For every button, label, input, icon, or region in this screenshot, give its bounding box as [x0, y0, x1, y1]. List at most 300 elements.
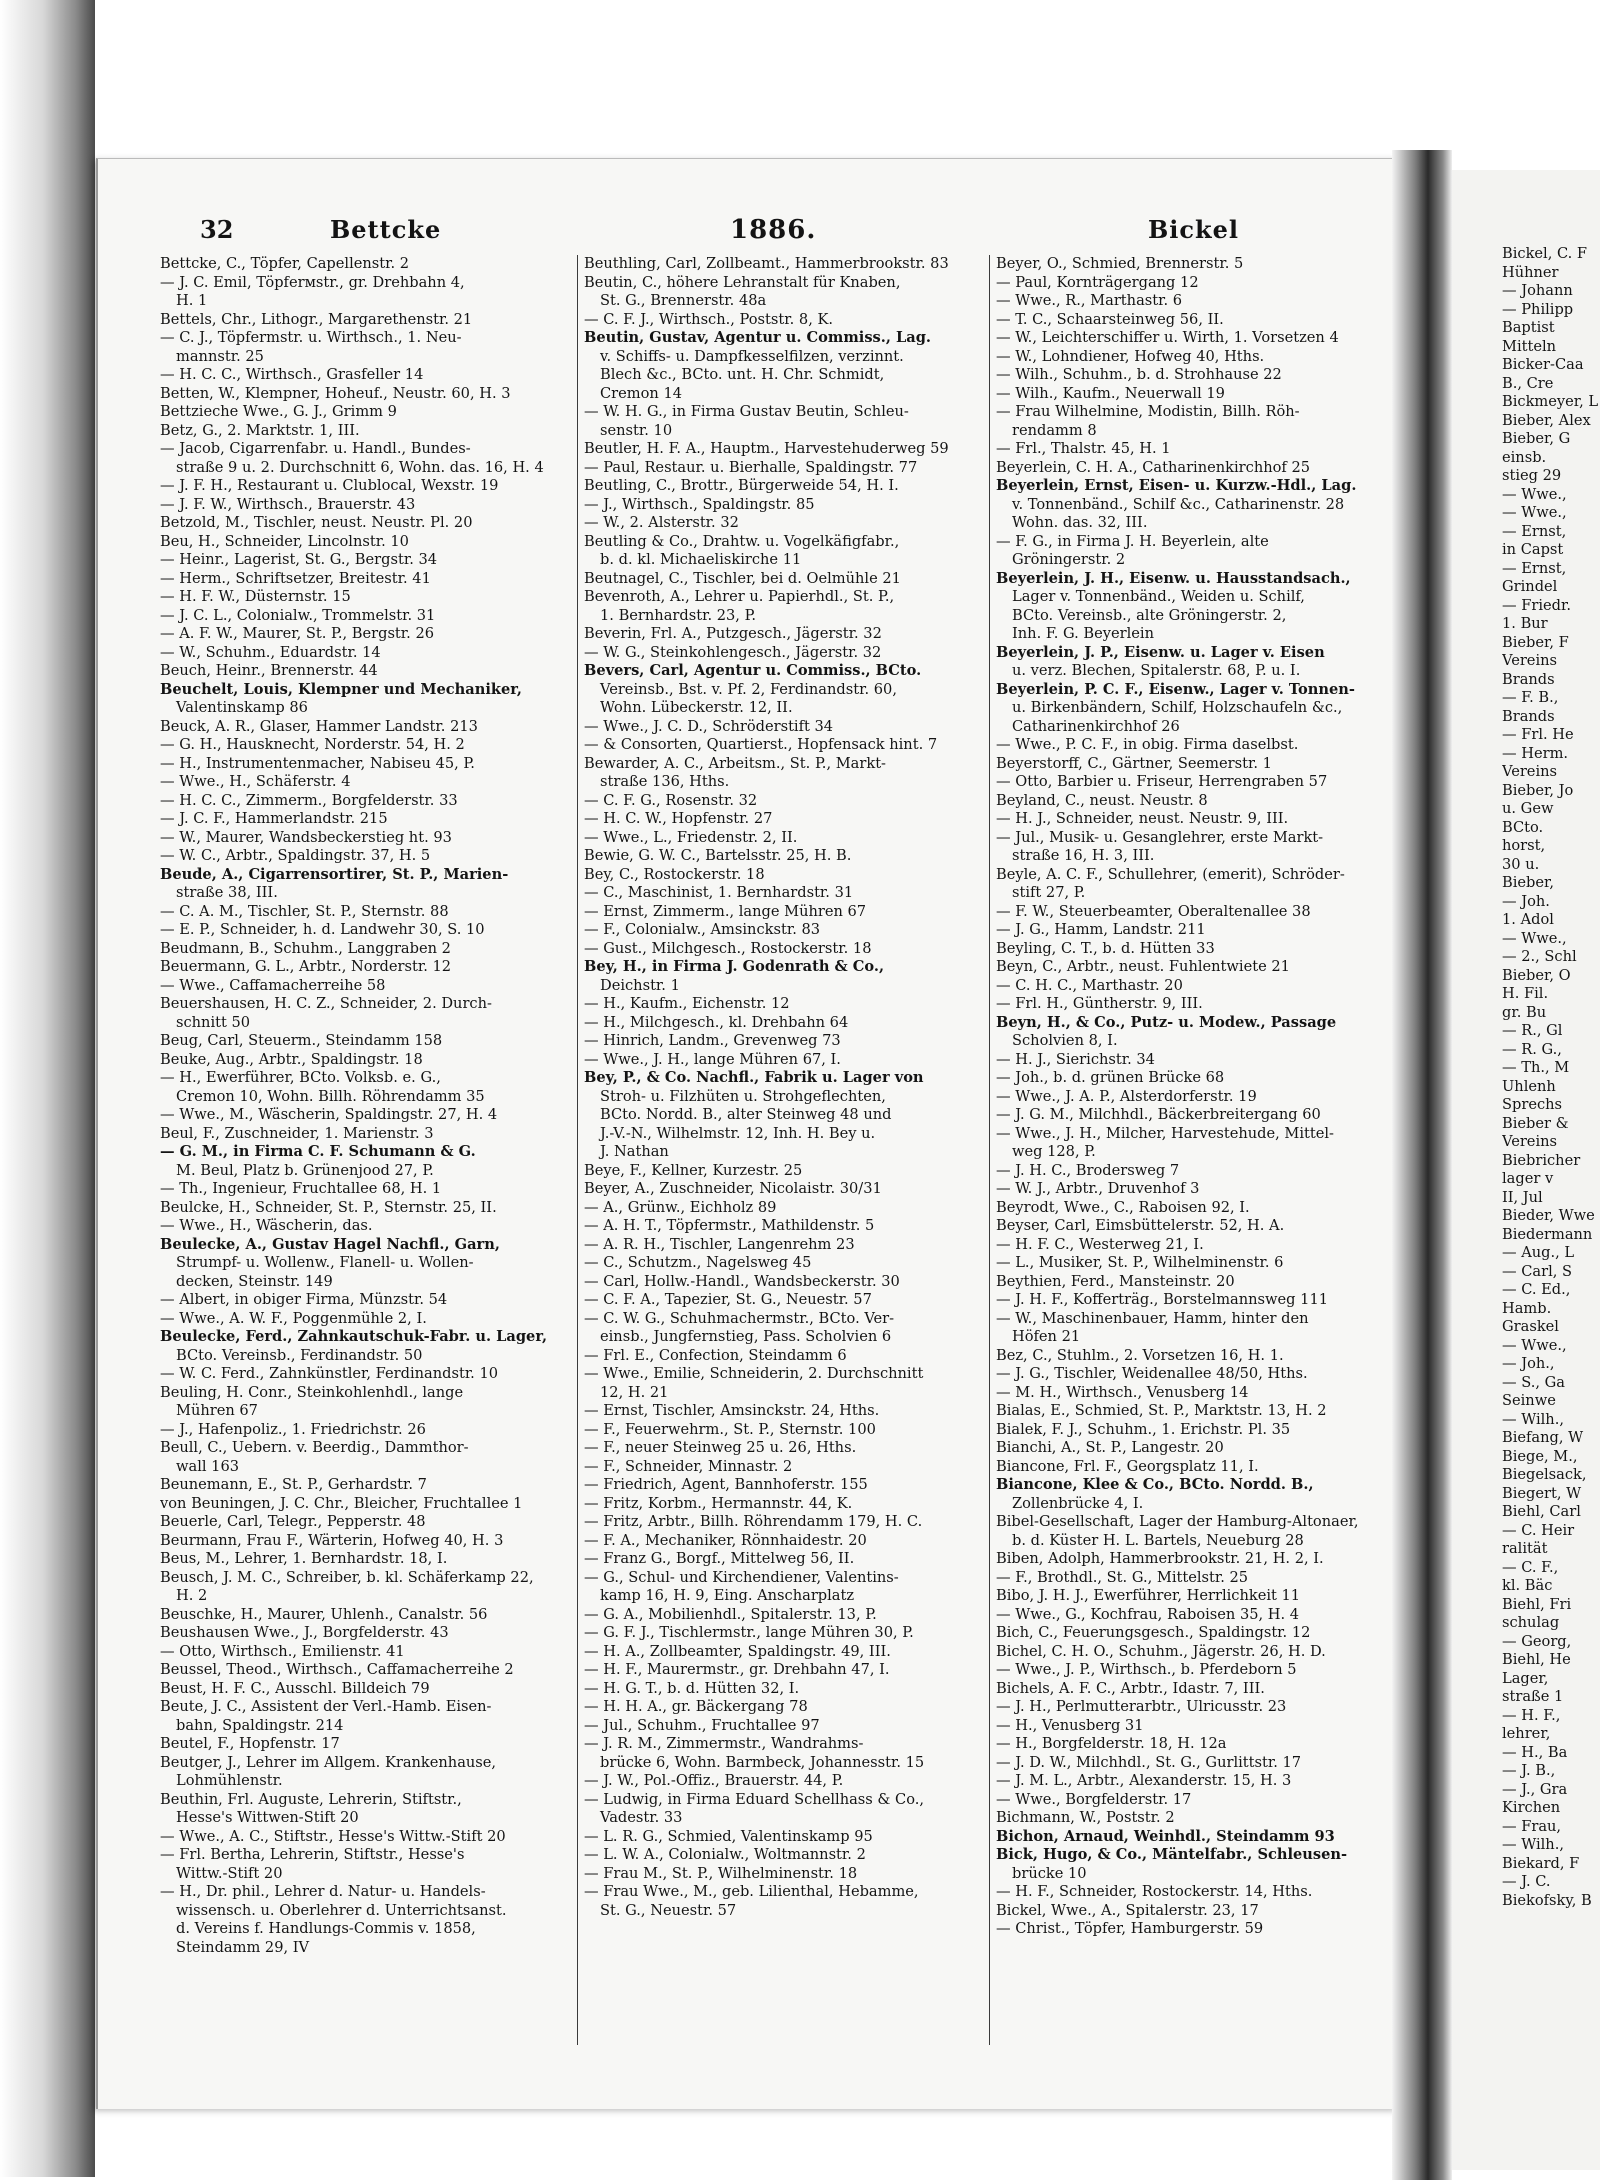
directory-entry-line: brücke 10: [1012, 1864, 1087, 1882]
directory-entry-line: Lager v. Tonnenbänd., Weiden u. Schilf,: [1012, 588, 1305, 605]
directory-entry-line: — H., Dr. phil., Lehrer d. Natur- u. Handels-: [160, 1883, 486, 1900]
directory-entry-line: — C. J., Töpfermstr. u. Wirthsch., 1. Neu-: [160, 329, 462, 346]
directory-entry-line: — Wwe., M., Wäscherin, Spaldingstr. 27, H. 4: [160, 1106, 498, 1123]
facing-page-entry-fragment: — J. C.: [1502, 1873, 1551, 1890]
directory-entry-line: Beulecke, Ferd., Zahnkautschuk-Fabr. u. Lager,: [160, 1328, 548, 1345]
facing-page-entry-fragment: stieg 29: [1502, 467, 1562, 484]
directory-entry-line: — Wwe., J. A. P., Alsterdorferstr. 19: [996, 1087, 1257, 1105]
directory-entry-line: bahn, Spaldingstr. 214: [176, 1716, 344, 1734]
directory-entry-line: — F. A., Mechaniker, Rönnhaidestr. 20: [584, 1531, 867, 1549]
directory-entry-line: — E. P., Schneider, h. d. Landwehr 30, S. 10: [160, 921, 485, 938]
directory-entry-line: Beyer, O., Schmied, Brennerstr. 5: [996, 255, 1244, 272]
directory-entry-line: Zollenbrücke 4, I.: [1012, 1494, 1144, 1512]
directory-entry-line: Beute, J. C., Assistent der Verl.-Hamb. Eisen-: [160, 1698, 492, 1715]
facing-page-entry-fragment: — S., Ga: [1502, 1373, 1565, 1391]
directory-entry-line: — Frau Wwe., M., geb. Lilienthal, Hebamme,: [584, 1883, 919, 1900]
facing-page-entry-fragment: — Wwe.,: [1502, 504, 1567, 521]
directory-entry-line: kamp 16, H. 9, Eing. Anscharplatz: [600, 1587, 855, 1604]
directory-entry-line: — H. F., Schneider, Rostockerstr. 14, Hths.: [996, 1883, 1313, 1900]
directory-entry-line: Betz, G., 2. Marktstr. 1, III.: [160, 421, 360, 439]
directory-entry-line: Bettcke, C., Töpfer, Capellenstr. 2: [160, 255, 410, 272]
directory-entry-line: Beuthling, Carl, Zollbeamt., Hammerbrookstr. 83: [584, 255, 949, 272]
directory-entry-line: — J. D. W., Milchhdl., St. G., Gurlittstr. 17: [996, 1753, 1302, 1771]
directory-entry-line: Beyerlein, C. H. A., Catharinenkirchhof 25: [996, 458, 1311, 476]
directory-entry-line: — Albert, in obiger Firma, Münzstr. 54: [160, 1291, 448, 1308]
directory-entry-line: brücke 6, Wohn. Barmbeck, Johannesstr. 15: [600, 1753, 925, 1771]
directory-entry-line: — Th., Ingenieur, Fruchtallee 68, H. 1: [160, 1180, 442, 1197]
directory-entry-line: — H., Ewerführer, BCto. Volksb. e. G.,: [160, 1069, 441, 1086]
directory-entry-line: — F., Colonialw., Amsinckstr. 83: [584, 921, 821, 938]
facing-page-entry-fragment: II, Jul: [1502, 1188, 1543, 1206]
facing-page-entry-fragment: ralität: [1502, 1540, 1548, 1557]
facing-page-entry-fragment: Mitteln: [1502, 337, 1557, 355]
facing-page-entry-fragment: Bieber,: [1502, 874, 1555, 891]
facing-page-entry-fragment: — Wwe.,: [1502, 1336, 1567, 1354]
directory-entry-line: — Frl., Thalstr. 45, H. 1: [996, 440, 1171, 457]
directory-entry-line: Beug, Carl, Steuerm., Steindamm 158: [160, 1032, 443, 1049]
directory-entry-line: — W., Lohndiener, Hofweg 40, Hths.: [996, 347, 1265, 365]
directory-entry-line: — C. A. M., Tischler, St. P., Sternstr. 88: [160, 902, 449, 920]
directory-entry-line: — C. H. C., Marthastr. 20: [996, 976, 1183, 994]
directory-entry-line: — W. G., Steinkohlengesch., Jägerstr. 32: [584, 643, 882, 661]
facing-page-entry-fragment: — Th., M: [1502, 1059, 1570, 1076]
directory-entry-line: — W., Maurer, Wandsbeckerstieg ht. 93: [160, 828, 452, 846]
facing-page-entry-fragment: Bickmeyer, L: [1502, 393, 1599, 410]
directory-entry-line: straße 16, H. 3, III.: [1012, 847, 1155, 864]
directory-entry-line: Beyn, C., Arbtr., neust. Fuhlentwiete 21: [996, 958, 1290, 975]
directory-entry-line: — J. C. F., Hammerlandstr. 215: [160, 810, 388, 827]
directory-entry-line: — Friedrich, Agent, Bannhoferstr. 155: [584, 1476, 868, 1493]
directory-entry-line: Bichel, C. H. O., Schuhm., Jägerstr. 26, H. D.: [996, 1642, 1326, 1660]
page-header: [200, 215, 1382, 247]
facing-page-entry-fragment: Bieber, Alex: [1502, 411, 1591, 429]
directory-entry-line: J. Nathan: [600, 1143, 669, 1160]
directory-entry-line: d. Vereins f. Handlungs-Commis v. 1858,: [176, 1920, 476, 1937]
directory-entry-line: weg 128, P.: [1012, 1143, 1096, 1160]
directory-entry-line: — Frau M., St. P., Wilhelminenstr. 18: [584, 1864, 858, 1882]
directory-entry-line: — H. F., Maurermstr., gr. Drehbahn 47, I.: [584, 1661, 890, 1678]
directory-entry-line: Bey, H., in Firma J. Godenrath & Co.,: [584, 958, 885, 975]
directory-entry-line: Biancone, Frl. F., Georgsplatz 11, I.: [996, 1457, 1259, 1475]
facing-page-entry-fragment: — Georg,: [1502, 1632, 1572, 1650]
directory-entry-line: Beudmann, B., Schuhm., Langgraben 2: [160, 939, 451, 957]
directory-entry-line: v. Schiffs- u. Dampfkesselfilzen, verzinnt.: [600, 347, 904, 365]
directory-entry-line: — Hinrich, Landm., Grevenweg 73: [584, 1032, 841, 1049]
directory-entry-line: — H., Instrumentenmacher, Nabiseu 45, P.: [160, 754, 475, 772]
directory-entry-line: — Herm., Schriftsetzer, Breitestr. 41: [160, 569, 431, 587]
directory-entry-line: Beuch, Heinr., Brennerstr. 44: [160, 662, 378, 679]
directory-entry-line: — M. H., Wirthsch., Venusberg 14: [996, 1383, 1249, 1401]
directory-entry-line: — Wwe., L., Friedenstr. 2, II.: [584, 828, 798, 846]
directory-entry-line: — Ernst, Zimmerm., lange Mühren 67: [584, 902, 867, 920]
facing-page-entry-fragment: — Ernst,: [1502, 559, 1567, 577]
facing-page-entry-fragment: Baptist: [1502, 319, 1555, 336]
directory-entry-line: — J. M. L., Arbtr., Alexanderstr. 15, H. 3: [996, 1772, 1292, 1789]
directory-entry-line: Strumpf- u. Wollenw., Flanell- u. Wollen-: [176, 1254, 474, 1271]
facing-page-entry-fragment: Vereins: [1502, 1133, 1558, 1150]
directory-entry-line: Beuthin, Frl. Auguste, Lehrerin, Stiftstr.,: [160, 1790, 462, 1808]
directory-entry-line: — F., Schneider, Minnastr. 2: [584, 1457, 793, 1475]
directory-entry-line: Deichstr. 1: [600, 976, 680, 994]
directory-entry-line: — C. F. J., Wirthsch., Poststr. 8, K.: [584, 310, 834, 328]
facing-page-entry-fragment: Vereins: [1502, 763, 1558, 780]
directory-entry-line: Wittw.-Stift 20: [176, 1864, 283, 1882]
directory-entry-line: Beuling, H. Conr., Steinkohlenhdl., lange: [160, 1383, 464, 1401]
directory-entry-line: Beyle, A. C. F., Schullehrer, (emerit), Schröder-: [996, 865, 1345, 883]
facing-page-entry-fragment: — J., Gra: [1502, 1780, 1568, 1798]
directory-entry-line: Bichels, A. F. C., Arbtr., Idastr. 7, III.: [996, 1679, 1265, 1697]
facing-page-entry-fragment: BCto.: [1502, 818, 1544, 836]
facing-page-entry-fragment: Brands: [1502, 707, 1555, 725]
directory-entry-line: Beulcke, H., Schneider, St. P., Sternstr. 25, II.: [160, 1198, 497, 1216]
running-head-right: Bickel: [1148, 215, 1240, 244]
facing-page-entry-fragment: — Wwe.,: [1502, 485, 1567, 503]
directory-column-1: [160, 255, 572, 2045]
facing-page-entry-fragment: — C. Heir: [1502, 1521, 1575, 1539]
directory-entry-line: — L. R. G., Schmied, Valentinskamp 95: [584, 1827, 873, 1845]
directory-entry-line: — W., Leichterschiffer u. Wirth, 1. Vorsetzen 4: [996, 329, 1339, 346]
running-head-left: Bettcke: [330, 215, 442, 244]
facing-page-entry-fragment: Seinwe: [1502, 1392, 1556, 1409]
directory-entry-line: — F., Feuerwehrm., St. P., Sternstr. 100: [584, 1420, 876, 1438]
directory-entry-line: — W. H. G., in Firma Gustav Beutin, Schleu-: [584, 403, 909, 420]
facing-page-entry-fragment: Sprechs: [1502, 1096, 1563, 1113]
directory-entry-line: — Heinr., Lagerist, St. G., Bergstr. 34: [160, 551, 438, 568]
directory-entry-line: BCto. Vereinsb., Ferdinandstr. 50: [176, 1346, 423, 1364]
facing-page-entry-fragment: — Wilh.,: [1502, 1410, 1564, 1428]
directory-entry-line: — H. C. C., Zimmerm., Borgfelderstr. 33: [160, 791, 458, 809]
directory-entry-line: Blech &c., BCto. unt. H. Chr. Schmidt,: [600, 366, 885, 383]
directory-entry-line: straße 38, III.: [176, 884, 278, 901]
directory-entry-line: — Joh., b. d. grünen Brücke 68: [996, 1069, 1225, 1086]
directory-entry-line: — Wwe., A. C., Stiftstr., Hesse's Wittw.-Stift 20: [160, 1827, 506, 1845]
directory-entry-line: Bibel-Gesellschaft, Lager der Hamburg-Altonaer,: [996, 1513, 1359, 1530]
directory-entry-line: St. G., Brennerstr. 48a: [600, 292, 767, 309]
directory-entry-line: Biben, Adolph, Hammerbrookstr. 21, H. 2, I.: [996, 1550, 1324, 1567]
directory-entry-line: Bick, Hugo, & Co., Mäntelfabr., Schleusen-: [996, 1846, 1348, 1863]
directory-entry-line: — T. C., Schaarsteinweg 56, II.: [996, 310, 1224, 328]
directory-entry-line: — W. C. Ferd., Zahnkünstler, Ferdinandstr. 10: [160, 1365, 499, 1382]
directory-entry-line: — Wwe., Borgfelderstr. 17: [996, 1790, 1192, 1808]
facing-page-entry-fragment: kl. Bäc: [1502, 1577, 1553, 1594]
directory-entry-line: — Ludwig, in Firma Eduard Schellhass & Co.,: [584, 1790, 925, 1808]
facing-page-entry-fragment: lager v: [1502, 1170, 1554, 1187]
directory-entry-line: Scholvien 8, I.: [1012, 1032, 1118, 1049]
facing-page-entry-fragment: Bickel, C. F: [1502, 245, 1588, 262]
directory-entry-line: v. Tonnenbänd., Schilf &c., Catharinenstr. 28: [1012, 495, 1345, 513]
facing-page-entry-fragment: Grindel: [1502, 578, 1558, 595]
directory-entry-line: b. d. kl. Michaeliskirche 11: [600, 551, 802, 568]
facing-page-entry-fragment: — Friedr.: [1502, 596, 1571, 614]
directory-entry-line: — H. A., Zollbeamter, Spaldingstr. 49, III.: [584, 1642, 891, 1660]
facing-page-entry-fragment: — Joh.: [1502, 892, 1550, 910]
directory-entry-line: — Wwe., Emilie, Schneiderin, 2. Durchschnitt: [584, 1365, 924, 1382]
directory-entry-line: Beulecke, A., Gustav Hagel Nachfl., Garn,: [160, 1235, 500, 1253]
directory-entry-line: — Wwe., J. P., Wirthsch., b. Pferdeborn 5: [996, 1661, 1297, 1678]
facing-page-entry-fragment: u. Gew: [1502, 800, 1554, 817]
facing-page-entry-fragment: — Frl. He: [1502, 726, 1574, 743]
directory-entry-line: — Wwe., G., Kochfrau, Raboisen 35, H. 4: [996, 1605, 1300, 1623]
directory-entry-line: — L. W. A., Colonialw., Woltmannstr. 2: [584, 1846, 866, 1863]
directory-entry-line: Beyland, C., neust. Neustr. 8: [996, 791, 1208, 809]
directory-entry-line: Bewarder, A. C., Arbeitsm., St. P., Markt-: [584, 754, 886, 772]
directory-entry-line: — J. F. W., Wirthsch., Brauerstr. 43: [160, 495, 416, 513]
directory-entry-line: — Franz G., Borgf., Mittelweg 56, II.: [584, 1550, 855, 1567]
directory-entry-line: — Frl. H., Güntherstr. 9, III.: [996, 995, 1203, 1012]
directory-entry-line: rendamm 8: [1012, 421, 1097, 439]
facing-page-entry-fragment: — Ernst,: [1502, 522, 1567, 540]
facing-page-entry-fragment: — Carl, S: [1502, 1262, 1573, 1280]
directory-entry-line: — Otto, Barbier u. Friseur, Herrengraben 57: [996, 773, 1328, 790]
directory-entry-line: Inh. F. G. Beyerlein: [1012, 625, 1154, 642]
directory-entry-line: einsb., Jungfernstieg, Pass. Scholvien 6: [600, 1328, 892, 1345]
directory-entry-line: Stroh- u. Filzhüten u. Strohgeflechten,: [600, 1087, 886, 1105]
directory-entry-line: — Frl. Bertha, Lehrerin, Stiftstr., Hesse's: [160, 1846, 465, 1863]
facing-page-entry-fragment: 1. Bur: [1502, 615, 1548, 632]
directory-entry-line: — C. W. G., Schuhmachermstr., BCto. Ver-: [584, 1309, 895, 1327]
directory-entry-line: — Wwe., Caffamacherreihe 58: [160, 976, 386, 994]
facing-page-entry-fragment: Lager,: [1502, 1669, 1549, 1687]
directory-entry-line: Gröningerstr. 2: [1012, 551, 1126, 568]
directory-entry-line: Höfen 21: [1012, 1328, 1081, 1345]
directory-entry-line: Cremon 14: [600, 384, 683, 402]
directory-entry-line: — J., Wirthsch., Spaldingstr. 85: [584, 495, 815, 513]
directory-entry-line: Lohmühlenstr.: [176, 1772, 283, 1789]
directory-entry-line: Betten, W., Klempner, Hoheuf., Neustr. 60, H. 3: [160, 384, 511, 402]
facing-page-entry-fragment: Hamb.: [1502, 1299, 1552, 1317]
directory-entry-line: straße 9 u. 2. Durchschnitt 6, Wohn. das. 16, H. 4: [176, 458, 544, 476]
directory-entry-line: Beude, A., Cigarrensortirer, St. P., Marien-: [160, 865, 509, 883]
directory-entry-line: Vereinsb., Bst. v. Pf. 2, Ferdinandstr. 60,: [600, 680, 897, 698]
directory-entry-line: Bewie, G. W. C., Bartelsstr. 25, H. B.: [584, 847, 852, 864]
directory-entry-line: Bibo, J. H. J., Ewerführer, Herrlichkeit 11: [996, 1587, 1301, 1604]
directory-entry-line: wall 163: [176, 1457, 240, 1475]
directory-entry-line: — J. H. F., Kofferträg., Borstelmannsweg 111: [996, 1291, 1329, 1308]
directory-entry-line: — Paul, Restaur. u. Bierhalle, Spaldingstr. 77: [584, 458, 918, 476]
directory-entry-line: — J. G., Hamm, Landstr. 211: [996, 921, 1206, 938]
directory-entry-line: — Wwe., J. C. D., Schröderstift 34: [584, 717, 834, 735]
directory-entry-line: — H. H. A., gr. Bäckergang 78: [584, 1698, 808, 1715]
directory-entry-line: Beuerle, Carl, Telegr., Pepperstr. 48: [160, 1513, 426, 1530]
directory-entry-line: — H., Kaufm., Eichenstr. 12: [584, 995, 790, 1012]
page-number: 32: [200, 215, 234, 244]
facing-page-entry-fragment: Biehl, He: [1502, 1651, 1571, 1668]
directory-entry-line: — C., Schutzm., Nagelsweg 45: [584, 1254, 812, 1271]
facing-page-entry-fragment: einsb.: [1502, 448, 1547, 466]
facing-page-entry-fragment: in Capst: [1502, 541, 1564, 558]
directory-entry-line: — J. W., Pol.-Offiz., Brauerstr. 44, P.: [584, 1772, 844, 1789]
directory-entry-line: — W. C., Arbtr., Spaldingstr. 37, H. 5: [160, 847, 431, 864]
directory-entry-line: Beyerlein, J. H., Eisenw. u. Hausstandsach.,: [996, 569, 1351, 587]
directory-entry-line: — Carl, Hollw.-Handl., Wandsbeckerstr. 30: [584, 1272, 900, 1290]
directory-entry-line: Beyling, C. T., b. d. Hütten 33: [996, 939, 1215, 957]
directory-entry-line: Steindamm 29, IV: [176, 1938, 310, 1956]
directory-entry-line: St. G., Neuestr. 57: [600, 1901, 737, 1919]
directory-entry-line: Beusch, J. M. C., Schreiber, b. kl. Schäferkamp 22,: [160, 1568, 534, 1586]
directory-entry-line: Bialek, F. J., Schuhm., 1. Erichstr. Pl. 35: [996, 1420, 1291, 1438]
directory-entry-line: Biancone, Klee & Co., BCto. Nordd. B.,: [996, 1476, 1314, 1493]
directory-entry-line: — J. G., Tischler, Weidenallee 48/50, Hths.: [996, 1365, 1308, 1382]
directory-entry-line: Bickel, Wwe., A., Spitalerstr. 23, 17: [996, 1901, 1259, 1919]
directory-entry-line: Mühren 67: [176, 1402, 258, 1419]
directory-entry-line: — Gust., Milchgesch., Rostockerstr. 18: [584, 939, 872, 957]
directory-entry-line: — G., Schul- und Kirchendiener, Valentins-: [584, 1568, 899, 1586]
directory-entry-line: — C., Maschinist, 1. Bernhardstr. 31: [584, 884, 854, 901]
facing-page-entry-fragment: — Johann: [1502, 282, 1573, 299]
directory-entry-line: Bey, C., Rostockerstr. 18: [584, 865, 765, 883]
directory-entry-line: — Fritz, Korbm., Hermannstr. 44, K.: [584, 1494, 853, 1512]
directory-entry-line: Beythien, Ferd., Mansteinstr. 20: [996, 1272, 1235, 1290]
facing-page-entry-fragment: gr. Bu: [1502, 1003, 1547, 1021]
facing-page-entry-fragment: Uhlenh: [1502, 1077, 1556, 1095]
facing-page-entry-fragment: — Frau,: [1502, 1817, 1562, 1835]
directory-entry-line: H. 1: [176, 292, 208, 309]
facing-page-entry-fragment: 1. Adol: [1502, 911, 1554, 928]
directory-entry-line: — & Consorten, Quartierst., Hopfensack hint. 7: [584, 736, 938, 753]
directory-entry-line: BCto. Nordd. B., alter Steinweg 48 und: [600, 1106, 892, 1123]
directory-entry-line: Wohn. das. 32, III.: [1012, 514, 1148, 531]
facing-page-entry-fragment: — Wwe.,: [1502, 929, 1567, 947]
directory-entry-line: — A. R. H., Tischler, Langenrehm 23: [584, 1235, 855, 1253]
directory-entry-line: Beussel, Theod., Wirthsch., Caffamacherreihe 2: [160, 1661, 514, 1678]
directory-entry-line: u. verz. Blechen, Spitalerstr. 68, P. u. I.: [1012, 662, 1301, 679]
directory-entry-line: Beyerlein, P. C. F., Eisenw., Lager v. Tonnen-: [996, 680, 1355, 698]
directory-entry-line: Bettels, Chr., Lithogr., Margarethenstr. 21: [160, 310, 473, 328]
directory-entry-line: Cremon 10, Wohn. Billh. Röhrendamm 35: [176, 1087, 485, 1105]
directory-entry-line: b. d. Küster H. L. Bartels, Neueburg 28: [1012, 1531, 1304, 1549]
facing-page-entry-fragment: — Herm.: [1502, 744, 1569, 762]
directory-entry-line: — H. J., Sierichstr. 34: [996, 1050, 1155, 1068]
facing-page-entry-fragment: Biebricher: [1502, 1151, 1581, 1169]
directory-entry-line: — W., Schuhm., Eduardstr. 14: [160, 643, 381, 661]
directory-entry-line: Bez, C., Stuhlm., 2. Vorsetzen 16, H. 1.: [996, 1346, 1284, 1364]
directory-entry-line: — C. F. A., Tapezier, St. G., Neuestr. 57: [584, 1291, 872, 1308]
directory-entry-line: — A. H. T., Töpfermstr., Mathildenstr. 5: [584, 1217, 875, 1234]
facing-page-entry-fragment: horst,: [1502, 837, 1546, 854]
directory-entry-line: Catharinenkirchhof 26: [1012, 717, 1180, 735]
directory-entry-line: Beuershausen, H. C. Z., Schneider, 2. Durch-: [160, 995, 492, 1012]
directory-entry-line: — Jul., Musik- u. Gesanglehrer, erste Markt-: [996, 828, 1324, 846]
facing-page-entry-fragment: Biegelsack,: [1502, 1466, 1587, 1483]
directory-entry-line: Beuke, Aug., Arbtr., Spaldingstr. 18: [160, 1050, 423, 1068]
directory-entry-line: — G. A., Mobilienhdl., Spitalerstr. 13, P.: [584, 1605, 877, 1623]
directory-entry-line: — F., Brothdl., St. G., Mittelstr. 25: [996, 1568, 1249, 1586]
facing-page-column: [1502, 245, 1600, 2015]
facing-page-entry-fragment: Bieber, G: [1502, 430, 1571, 447]
directory-entry-line: — J. F. H., Restaurant u. Clublocal, Wexstr. 19: [160, 477, 499, 494]
facing-page-entry-fragment: Biefang, W: [1502, 1429, 1584, 1446]
facing-page-entry-fragment: B., Cre: [1502, 374, 1554, 392]
directory-entry-line: Valentinskamp 86: [176, 699, 308, 716]
directory-entry-line: Beutnagel, C., Tischler, bei d. Oelmühle 21: [584, 569, 901, 587]
facing-page-entry-fragment: Kirchen: [1502, 1799, 1561, 1816]
directory-entry-line: Bey, P., & Co. Nachfl., Fabrik u. Lager von: [584, 1069, 924, 1086]
directory-entry-line: Beyn, H., & Co., Putz- u. Modew., Passage: [996, 1013, 1337, 1031]
facing-page-entry-fragment: Biekofsky, B: [1502, 1891, 1592, 1909]
directory-entry-line: Beyerlein, Ernst, Eisen- u. Kurzw.-Hdl., Lag.: [996, 477, 1357, 494]
year-heading: 1886.: [730, 215, 817, 245]
directory-entry-line: Beverin, Frl. A., Putzgesch., Jägerstr. 32: [584, 625, 882, 642]
facing-page-entry-fragment: straße 1: [1502, 1688, 1564, 1705]
directory-entry-line: Bialas, E., Schmied, St. P., Marktstr. 13, H. 2: [996, 1402, 1327, 1419]
directory-entry-line: Beull, C., Uebern. v. Beerdig., Dammthor-: [160, 1439, 469, 1456]
directory-entry-line: 12, H. 21: [600, 1383, 669, 1401]
facing-page-entry-fragment: schulag: [1502, 1614, 1560, 1631]
column-rule: [577, 255, 578, 2045]
directory-entry-line: decken, Steinstr. 149: [176, 1272, 333, 1290]
directory-entry-line: Beutin, Gustav, Agentur u. Commiss., Lag.: [584, 329, 931, 346]
directory-entry-line: — Wwe., J. H., lange Mühren 67, I.: [584, 1050, 841, 1068]
directory-entry-line: — J. C. L., Colonialw., Trommelstr. 31: [160, 606, 436, 624]
facing-page-entry-fragment: Biege, M.,: [1502, 1447, 1578, 1465]
directory-entry-line: — G. H., Hausknecht, Norderstr. 54, H. 2: [160, 736, 465, 753]
directory-entry-line: Beyerstorff, C., Gärtner, Seemerstr. 1: [996, 754, 1272, 772]
directory-entry-line: — Wwe., H., Wäscherin, das.: [160, 1217, 373, 1234]
facing-page-entry-fragment: Bieder, Wwe: [1502, 1207, 1595, 1224]
facing-page-entry-fragment: H. Fil.: [1502, 985, 1549, 1002]
facing-page-entry-fragment: Biedermann: [1502, 1225, 1593, 1243]
directory-entry-line: Beyrodt, Wwe., C., Raboisen 92, I.: [996, 1198, 1250, 1216]
directory-entry-line: Beurmann, Frau F., Wärterin, Hofweg 40, H. 3: [160, 1531, 504, 1549]
facing-page-entry-fragment: Vereins: [1502, 652, 1558, 669]
directory-entry-line: stift 27, P.: [1012, 884, 1086, 901]
directory-entry-line: — H. G. T., b. d. Hütten 32, I.: [584, 1679, 800, 1697]
directory-entry-line: — H. F. C., Westerweg 21, I.: [996, 1235, 1204, 1253]
directory-entry-line: Beyer, A., Zuschneider, Nicolaistr. 30/31: [584, 1180, 882, 1197]
directory-entry-line: Bevers, Carl, Agentur u. Commiss., BCto.: [584, 662, 922, 679]
directory-entry-line: — J. C. Emil, Töpferмstr., gr. Drehbahn 4,: [160, 273, 465, 291]
book-spine-gutter: [1392, 150, 1452, 2180]
directory-entry-line: — F. G., in Firma J. H. Beyerlein, alte: [996, 532, 1269, 550]
directory-entry-line: — J., Hafenpoliz., 1. Friedrichstr. 26: [160, 1420, 426, 1438]
directory-entry-line: — Frau Wilhelmine, Modistin, Billh. Röh-: [996, 403, 1300, 420]
directory-entry-line: — H., Borgfelderstr. 18, H. 12a: [996, 1735, 1227, 1752]
directory-entry-line: senstr. 10: [600, 421, 673, 439]
directory-entry-line: — Frl. E., Confection, Steindamm 6: [584, 1346, 847, 1364]
directory-entry-line: straße 136, Hths.: [600, 773, 730, 790]
facing-page-entry-fragment: Biekard, F: [1502, 1854, 1580, 1872]
directory-entry-line: mannstr. 25: [176, 347, 264, 365]
directory-entry-line: — C. F. G., Rosenstr. 32: [584, 791, 758, 809]
directory-entry-line: Beutel, F., Hopfenstr. 17: [160, 1735, 340, 1752]
facing-page-entry-fragment: Bieber, F: [1502, 633, 1569, 651]
directory-entry-line: Beutin, C., höhere Lehranstalt für Knaben,: [584, 273, 901, 291]
facing-page-entry-fragment: lehrer,: [1502, 1725, 1551, 1742]
directory-entry-line: — F., neuer Steinweg 25 u. 26, Hths.: [584, 1439, 857, 1456]
facing-page-entry-fragment: — F. B.,: [1502, 689, 1559, 706]
directory-entry-line: — F. W., Steuerbeamter, Oberaltenallee 38: [996, 902, 1311, 920]
facing-page-entry-fragment: Bicker-Caa: [1502, 356, 1584, 373]
directory-entry-line: — H. C. C., Wirthsch., Grasfeller 14: [160, 366, 424, 383]
facing-page-entry-fragment: — Aug., L: [1502, 1244, 1575, 1261]
directory-entry-line: — H. C. W., Hopfenstr. 27: [584, 810, 773, 827]
directory-entry-line: — J. H., Perlmutterarbtr., Ulricusstr. 23: [996, 1698, 1287, 1715]
directory-entry-line: H. 2: [176, 1587, 208, 1604]
directory-entry-line: Beushausen Wwe., J., Borgfelderstr. 43: [160, 1624, 449, 1641]
directory-entry-line: — Wwe., R., Marthastr. 6: [996, 292, 1183, 309]
directory-entry-line: Bichon, Arnaud, Weinhdl., Steindamm 93: [996, 1827, 1335, 1845]
facing-page-entry-fragment: — J. B.,: [1502, 1762, 1556, 1779]
facing-page-entry-fragment: Bieber, Jo: [1502, 781, 1574, 799]
directory-entry-line: — Wwe., P. C. F., in obig. Firma daselbst.: [996, 736, 1299, 753]
facing-page-entry-fragment: Brands: [1502, 670, 1555, 688]
directory-entry-line: u. Birkenbändern, Schilf, Holzschaufeln &c.,: [1012, 699, 1343, 716]
facing-page-entry-fragment: — H. F.,: [1502, 1706, 1561, 1724]
directory-entry-line: Bettzieche Wwe., G. J., Grimm 9: [160, 403, 397, 420]
facing-page-entry-fragment: — Joh.,: [1502, 1355, 1555, 1372]
facing-page-entry-fragment: — Wilh.,: [1502, 1836, 1564, 1853]
column-rule: [989, 255, 990, 2045]
